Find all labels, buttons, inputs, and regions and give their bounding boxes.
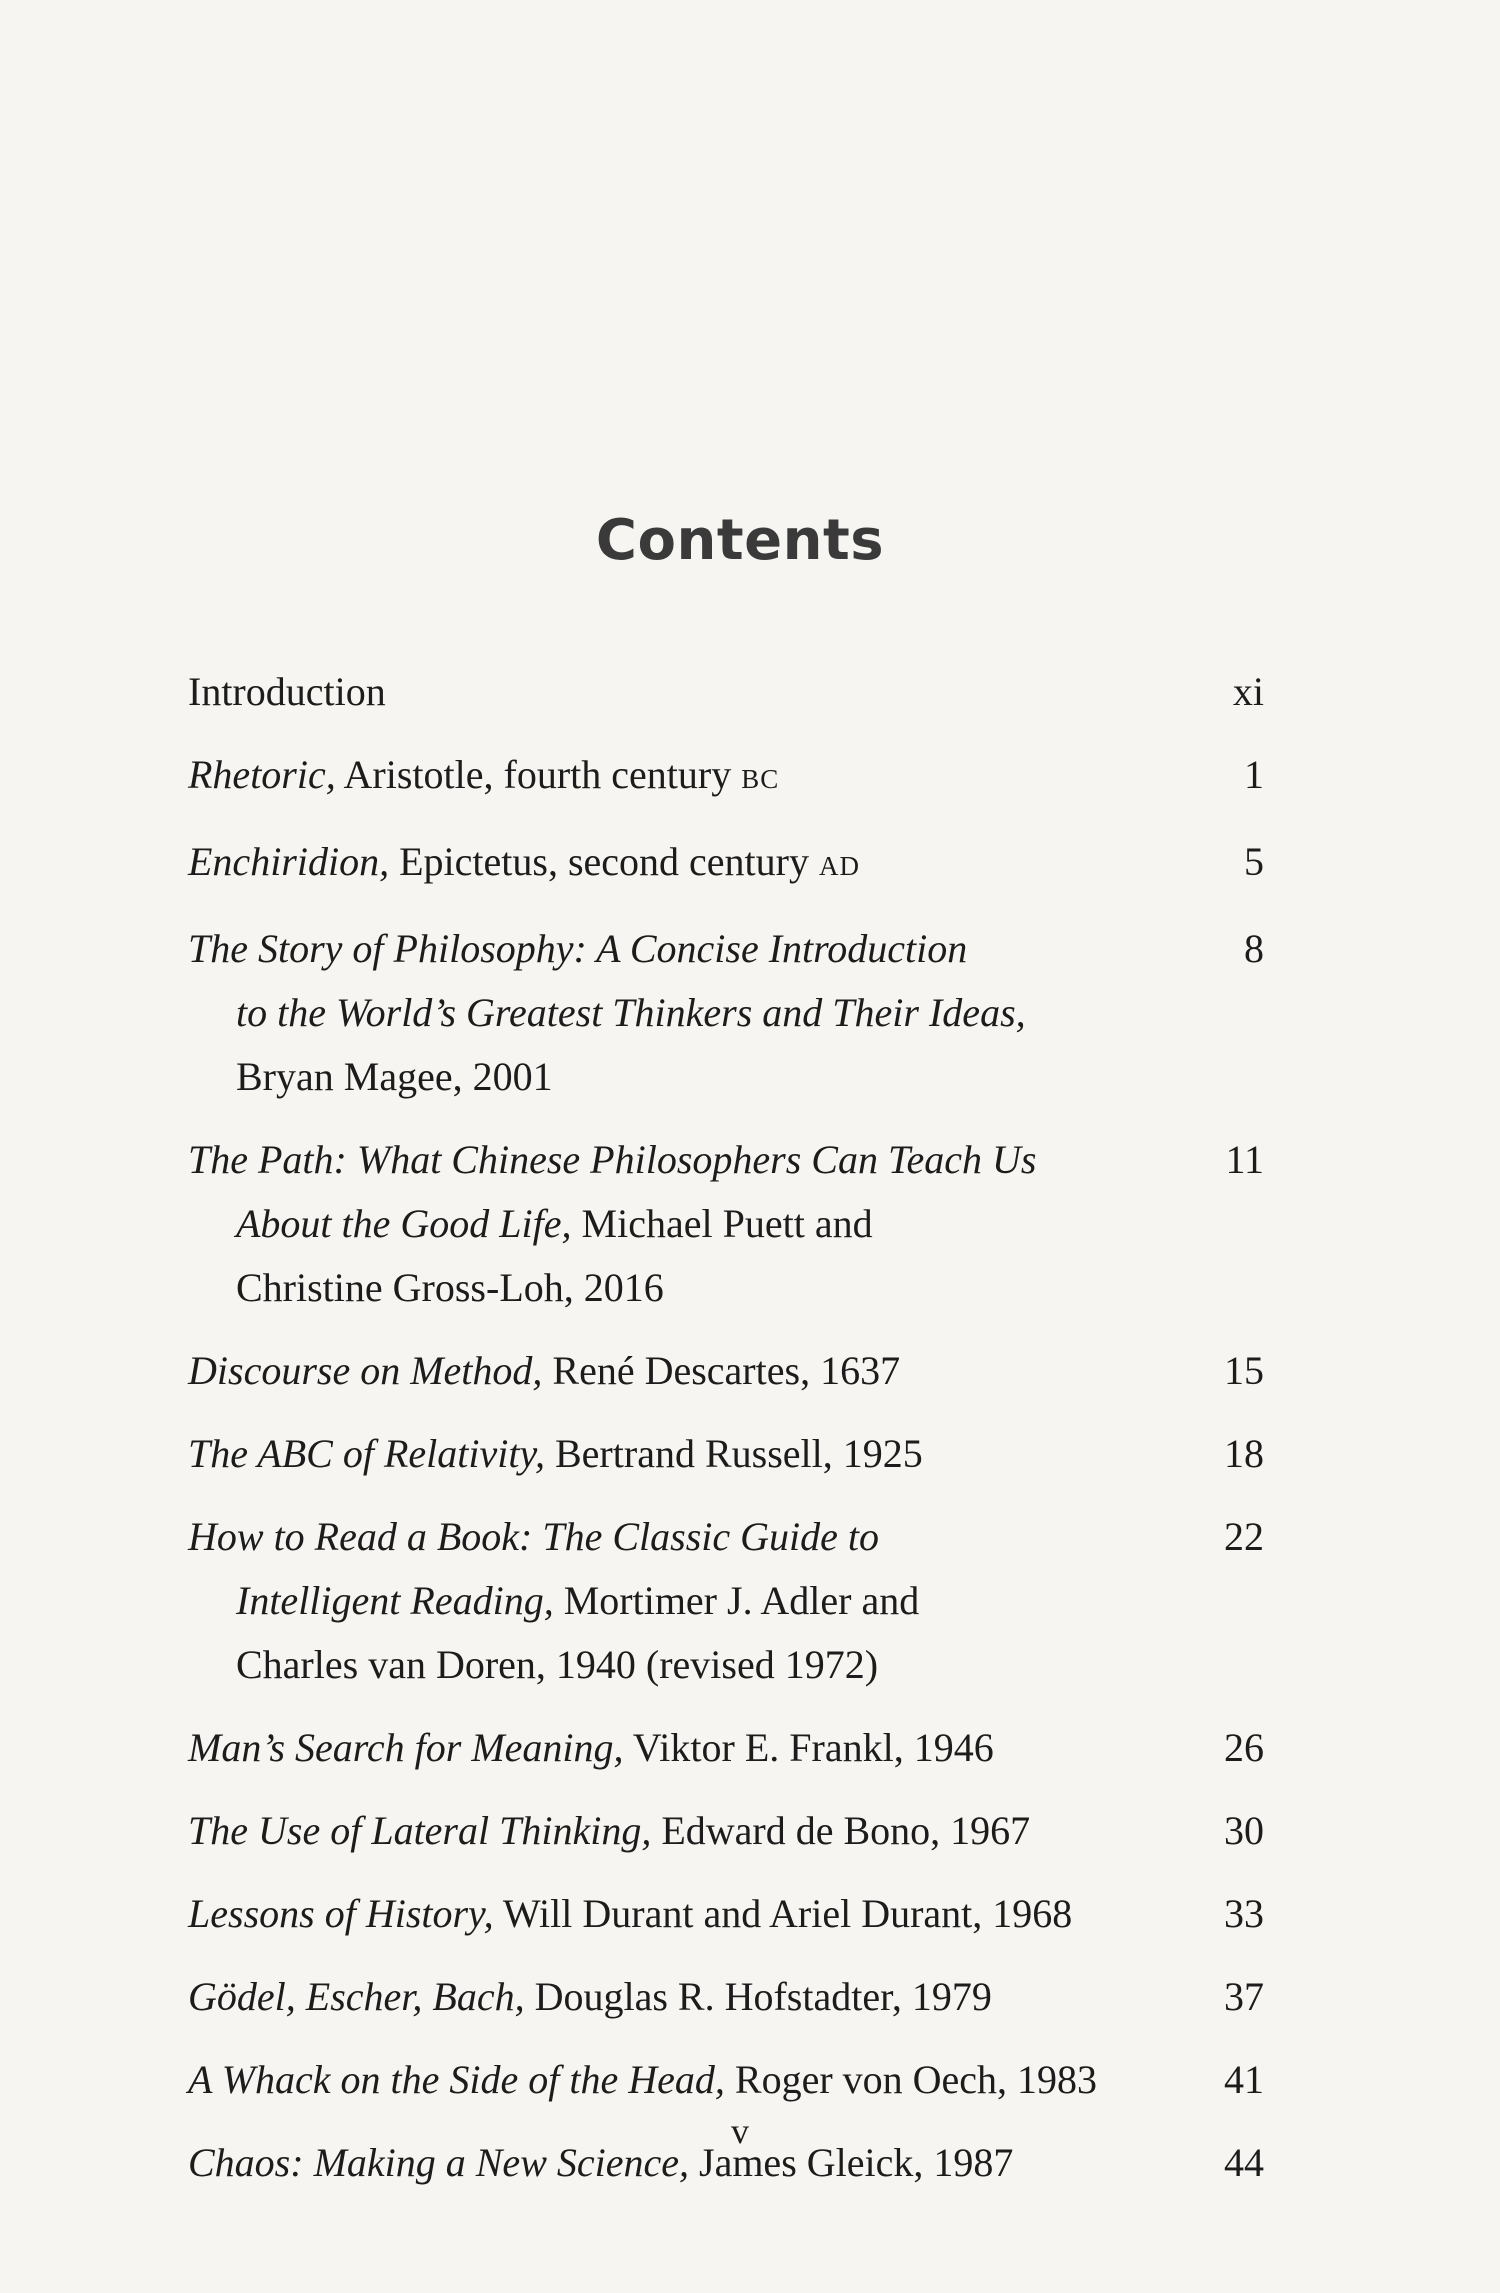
page-number: 5 — [1244, 839, 1264, 884]
toc-entry — [188, 1128, 1278, 1320]
toc-line — [188, 1716, 1148, 1780]
book-title: to the World’s Greatest Thinkers and Their Ideas, — [236, 990, 1026, 1035]
author-info: Charles van Doren, 1940 (revised 1972) — [236, 1642, 879, 1687]
book-title: Chaos: Making a New Science, — [188, 2140, 689, 2185]
book-title: Rhetoric, — [188, 752, 336, 797]
page-title: Contents — [595, 508, 885, 573]
page-number: 1 — [1244, 752, 1264, 797]
toc-line — [188, 1339, 1148, 1403]
toc-entry-text — [188, 1716, 1148, 1780]
book-title: Discourse on Method, — [188, 1348, 543, 1393]
toc-line — [188, 1422, 1148, 1486]
page-number: 33 — [1224, 1891, 1264, 1936]
toc-line — [188, 1569, 1148, 1633]
book-title: Man’s Search for Meaning, — [188, 1725, 624, 1770]
toc-line — [188, 2048, 1148, 2112]
toc-entry — [188, 2048, 1278, 2112]
toc-entry-text — [188, 743, 1148, 811]
page-number: xi — [1232, 669, 1264, 714]
toc-entry — [188, 660, 1278, 724]
author-info: Viktor E. Frankl, 1946 — [623, 1725, 994, 1770]
author-info: Bryan Magee, 2001 — [236, 1054, 553, 1099]
book-title: The Path: What Chinese Philosophers Can Teach Us — [188, 1137, 1037, 1182]
toc-line — [188, 660, 1148, 724]
toc-entry — [188, 1965, 1278, 2029]
toc-line — [188, 1192, 1148, 1256]
toc-line — [188, 1045, 1148, 1109]
author-info: Will Durant and Ariel Durant, 1968 — [493, 1891, 1073, 1936]
toc-line — [188, 1799, 1148, 1863]
toc-line — [188, 830, 1148, 898]
author-info: Epictetus, second century — [389, 839, 819, 884]
era-abbreviation: BC — [741, 764, 780, 794]
page-number: 30 — [1224, 1808, 1264, 1853]
book-title: How to Read a Book: The Classic Guide to — [188, 1514, 880, 1559]
table-of-contents — [188, 660, 1278, 2214]
toc-entry — [188, 1799, 1278, 1863]
toc-entry — [188, 1716, 1278, 1780]
book-title: Enchiridion, — [188, 839, 390, 884]
toc-line — [188, 1633, 1148, 1697]
page-number: 8 — [1244, 926, 1264, 971]
toc-entry — [188, 917, 1278, 1109]
author-info: James Gleick, 1987 — [689, 2140, 1014, 2185]
author-info: Roger von Oech, 1983 — [724, 2057, 1098, 2102]
toc-entry-text — [188, 660, 1148, 724]
book-title: The Story of Philosophy: A Concise Introduction — [188, 926, 968, 971]
toc-entry-text — [188, 1882, 1148, 1946]
toc-entry — [188, 830, 1278, 898]
toc-line — [188, 981, 1148, 1045]
entry-label: Introduction — [188, 669, 386, 714]
book-title: Gödel, Escher, Bach, — [188, 1974, 525, 2019]
page-number: 37 — [1224, 1974, 1264, 2019]
toc-entry-text — [188, 2048, 1148, 2112]
folio-page-number: v — [731, 2111, 749, 2151]
toc-line — [188, 1128, 1148, 1192]
author-info: Edward de Bono, 1967 — [651, 1808, 1031, 1853]
author-info: Douglas R. Hofstadter, 1979 — [524, 1974, 992, 2019]
era-abbreviation: AD — [818, 851, 860, 881]
toc-entry-text — [188, 1965, 1148, 2029]
book-title: The Use of Lateral Thinking, — [188, 1808, 652, 1853]
toc-entry-text — [188, 1799, 1148, 1863]
book-title: About the Good Life, — [236, 1201, 572, 1246]
toc-line — [188, 743, 1148, 811]
page-number: 15 — [1224, 1348, 1264, 1393]
toc-line — [188, 1965, 1148, 2029]
toc-entry-text — [188, 830, 1148, 898]
page-number: 26 — [1224, 1725, 1264, 1770]
book-title: Lessons of History, — [188, 1891, 494, 1936]
author-info: Mortimer J. Adler and — [553, 1578, 920, 1623]
page-number: 41 — [1224, 2057, 1264, 2102]
toc-entry-text — [188, 1339, 1148, 1403]
book-title: A Whack on the Side of the Head, — [188, 2057, 725, 2102]
page-number: 22 — [1224, 1514, 1264, 1559]
toc-entry-text — [188, 1422, 1148, 1486]
toc-entry-text — [188, 1128, 1148, 1320]
toc-entry — [188, 1505, 1278, 1697]
author-info: Michael Puett and — [571, 1201, 873, 1246]
toc-entry-text — [188, 1505, 1148, 1697]
book-title: The ABC of Relativity, — [188, 1431, 545, 1476]
book-title: Intelligent Reading, — [236, 1578, 554, 1623]
toc-entry — [188, 1882, 1278, 1946]
author-info: Aristotle, fourth century — [335, 752, 742, 797]
toc-line — [188, 917, 1148, 981]
toc-entry — [188, 1339, 1278, 1403]
toc-entry — [188, 743, 1278, 811]
author-info: Christine Gross-Loh, 2016 — [236, 1265, 664, 1310]
toc-entry-text — [188, 917, 1148, 1109]
page-number: 18 — [1224, 1431, 1264, 1476]
toc-entry — [188, 1422, 1278, 1486]
toc-line — [188, 1505, 1148, 1569]
toc-line — [188, 1256, 1148, 1320]
author-info: Bertrand Russell, 1925 — [545, 1431, 923, 1476]
author-info: René Descartes, 1637 — [542, 1348, 901, 1393]
page-number: 44 — [1224, 2140, 1264, 2185]
toc-line — [188, 1882, 1148, 1946]
page-number: 11 — [1225, 1137, 1264, 1182]
